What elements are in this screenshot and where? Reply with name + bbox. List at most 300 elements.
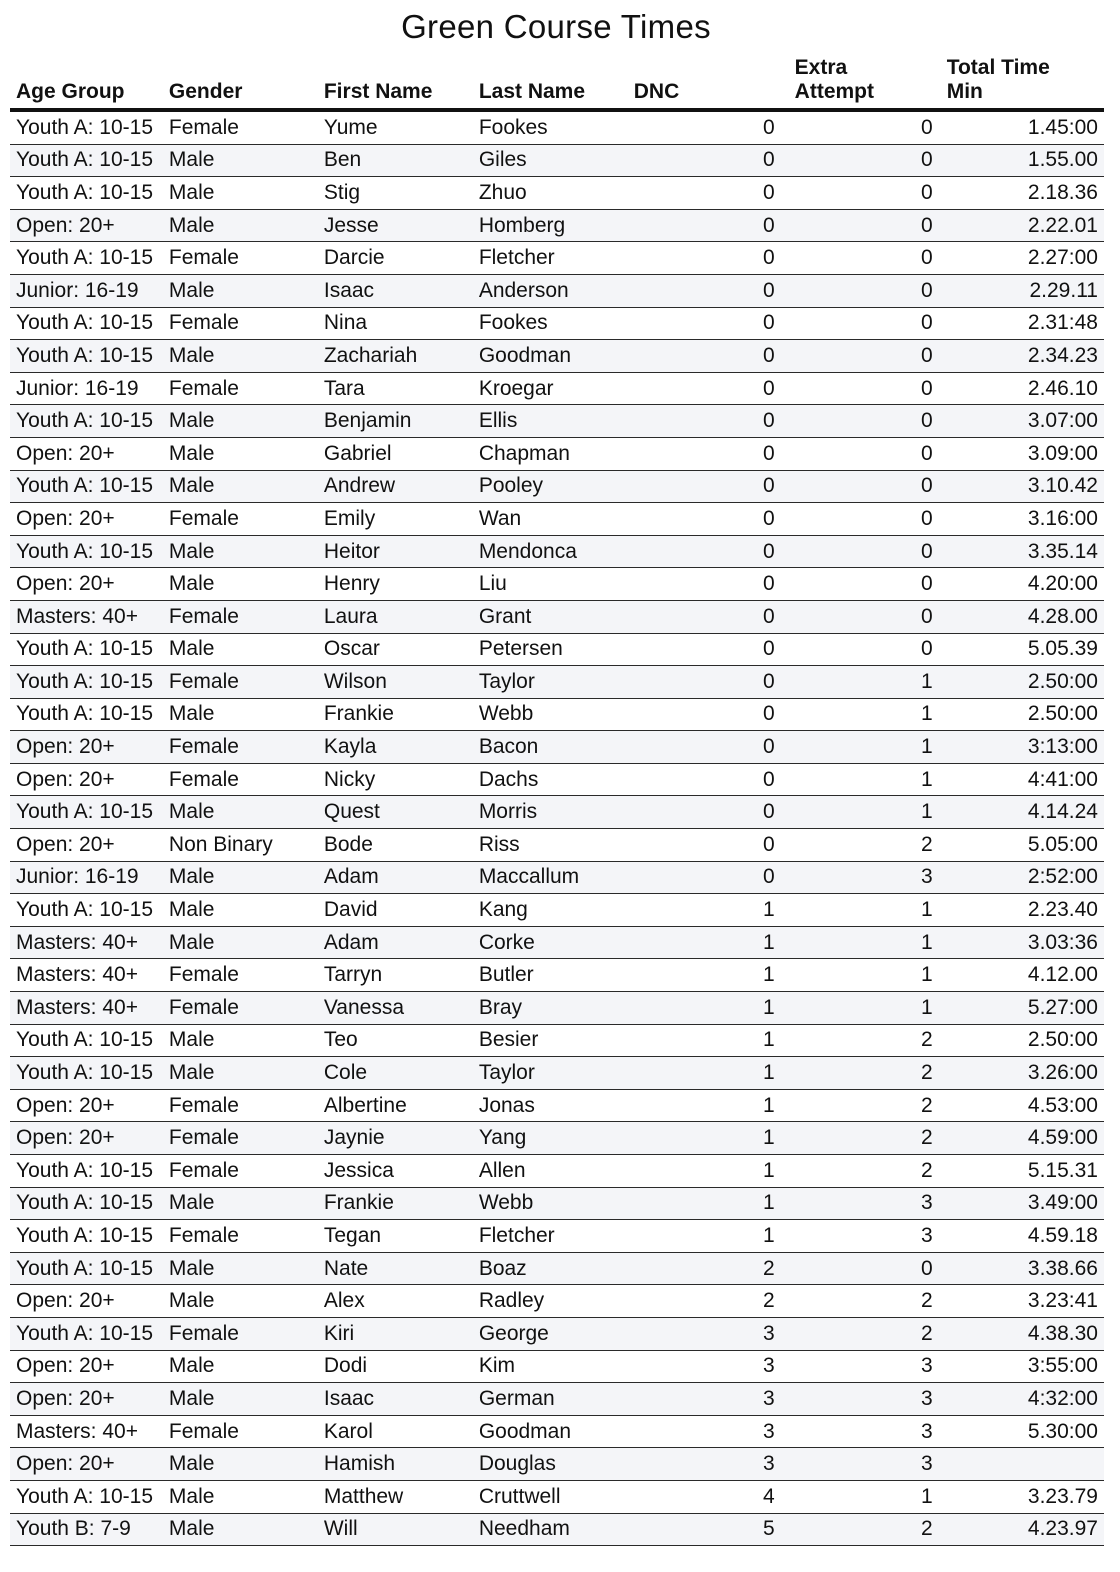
cell-first-name: Quest (318, 796, 473, 829)
table-body (10, 110, 1104, 1546)
cell-last-name: Bray (473, 992, 628, 1025)
cell-dnc: 1 (628, 992, 781, 1025)
table-row (10, 1513, 1104, 1546)
cell-total-time: 4.59.18 (939, 1220, 1104, 1253)
cell-last-name: Fookes (473, 307, 628, 340)
cell-age-group: Youth A: 10-15 (10, 242, 163, 275)
table-row (10, 110, 1104, 144)
cell-age-group: Youth A: 10-15 (10, 144, 163, 177)
table-row (10, 600, 1104, 633)
cell-first-name: Nicky (318, 763, 473, 796)
table-row (10, 535, 1104, 568)
cell-age-group: Open: 20+ (10, 1383, 163, 1416)
cell-age-group: Masters: 40+ (10, 926, 163, 959)
cell-dnc: 3 (628, 1448, 781, 1481)
cell-last-name: Petersen (473, 633, 628, 666)
cell-age-group: Youth B: 7-9 (10, 1513, 163, 1546)
cell-dnc: 1 (628, 1122, 781, 1155)
header-total-line2: Min (946, 80, 983, 103)
cell-extra-attempt: 0 (781, 535, 939, 568)
cell-age-group: Youth A: 10-15 (10, 535, 163, 568)
cell-age-group: Youth A: 10-15 (10, 796, 163, 829)
cell-gender: Male (163, 1448, 318, 1481)
cell-first-name: Zachariah (318, 340, 473, 373)
cell-gender: Male (163, 633, 318, 666)
table-row (10, 568, 1104, 601)
cell-gender: Male (163, 1513, 318, 1546)
cell-extra-attempt: 2 (781, 1155, 939, 1188)
table-row (10, 1220, 1104, 1253)
header-extra-attempt (781, 54, 939, 110)
cell-first-name: Nate (318, 1252, 473, 1285)
table-row (10, 242, 1104, 275)
table-row (10, 1350, 1104, 1383)
cell-last-name: Riss (473, 829, 628, 862)
cell-extra-attempt: 3 (781, 1448, 939, 1481)
cell-total-time: 5.15.31 (939, 1155, 1104, 1188)
cell-age-group: Open: 20+ (10, 568, 163, 601)
cell-gender: Female (163, 110, 318, 144)
cell-extra-attempt: 1 (781, 1480, 939, 1513)
table-row (10, 437, 1104, 470)
cell-total-time (939, 1448, 1104, 1481)
cell-dnc: 0 (628, 535, 781, 568)
cell-dnc: 5 (628, 1513, 781, 1546)
header-gender: Gender (163, 54, 318, 110)
cell-total-time: 2.27:00 (939, 242, 1104, 275)
header-last-name: Last Name (473, 54, 628, 110)
cell-last-name: Fookes (473, 110, 628, 144)
cell-gender: Male (163, 1057, 318, 1090)
cell-dnc: 1 (628, 1220, 781, 1253)
cell-last-name: Goodman (473, 340, 628, 373)
cell-last-name: Goodman (473, 1415, 628, 1448)
cell-last-name: Dachs (473, 763, 628, 796)
cell-last-name: George (473, 1317, 628, 1350)
cell-dnc: 0 (628, 829, 781, 862)
cell-extra-attempt: 0 (781, 340, 939, 373)
cell-total-time: 2.22.01 (939, 209, 1104, 242)
cell-total-time: 3.49:00 (939, 1187, 1104, 1220)
table-row (10, 829, 1104, 862)
table-row (10, 1285, 1104, 1318)
cell-total-time: 5.27:00 (939, 992, 1104, 1025)
cell-last-name: Morris (473, 796, 628, 829)
cell-first-name: Frankie (318, 1187, 473, 1220)
header-total-time (939, 54, 1104, 110)
cell-age-group: Youth A: 10-15 (10, 666, 163, 699)
cell-gender: Female (163, 1089, 318, 1122)
cell-gender: Female (163, 1317, 318, 1350)
table-row (10, 763, 1104, 796)
cell-first-name: Vanessa (318, 992, 473, 1025)
cell-total-time: 3.09:00 (939, 437, 1104, 470)
cell-extra-attempt: 3 (781, 1383, 939, 1416)
cell-total-time: 4:32:00 (939, 1383, 1104, 1416)
cell-total-time: 5.05.39 (939, 633, 1104, 666)
cell-extra-attempt: 0 (781, 600, 939, 633)
cell-gender: Female (163, 372, 318, 405)
cell-total-time: 2.23.40 (939, 894, 1104, 927)
cell-last-name: Fletcher (473, 242, 628, 275)
cell-extra-attempt: 0 (781, 437, 939, 470)
cell-extra-attempt: 0 (781, 307, 939, 340)
cell-extra-attempt: 3 (781, 1187, 939, 1220)
cell-dnc: 3 (628, 1415, 781, 1448)
table-row (10, 796, 1104, 829)
cell-age-group: Junior: 16-19 (10, 372, 163, 405)
table-row (10, 405, 1104, 438)
cell-extra-attempt: 1 (781, 992, 939, 1025)
cell-extra-attempt: 3 (781, 1220, 939, 1253)
cell-age-group: Youth A: 10-15 (10, 894, 163, 927)
cell-age-group: Masters: 40+ (10, 1415, 163, 1448)
cell-age-group: Youth A: 10-15 (10, 1220, 163, 1253)
table-header (10, 54, 1104, 110)
cell-first-name: Tarryn (318, 959, 473, 992)
cell-first-name: Nina (318, 307, 473, 340)
cell-total-time: 3.26:00 (939, 1057, 1104, 1090)
cell-total-time: 1.45:00 (939, 110, 1104, 144)
cell-age-group: Junior: 16-19 (10, 274, 163, 307)
cell-first-name: Will (318, 1513, 473, 1546)
cell-gender: Male (163, 1285, 318, 1318)
cell-dnc: 2 (628, 1252, 781, 1285)
cell-first-name: Yume (318, 110, 473, 144)
cell-extra-attempt: 2 (781, 1057, 939, 1090)
cell-gender: Female (163, 503, 318, 536)
table-row (10, 894, 1104, 927)
cell-extra-attempt: 1 (781, 894, 939, 927)
table-row (10, 1089, 1104, 1122)
cell-first-name: Bode (318, 829, 473, 862)
table-row (10, 1155, 1104, 1188)
cell-first-name: Isaac (318, 274, 473, 307)
cell-total-time: 5.05:00 (939, 829, 1104, 862)
cell-age-group: Youth A: 10-15 (10, 470, 163, 503)
cell-dnc: 3 (628, 1350, 781, 1383)
cell-extra-attempt: 0 (781, 110, 939, 144)
table-row (10, 861, 1104, 894)
table-row (10, 926, 1104, 959)
cell-extra-attempt: 0 (781, 633, 939, 666)
cell-dnc: 0 (628, 796, 781, 829)
cell-total-time: 3.03:36 (939, 926, 1104, 959)
cell-age-group: Masters: 40+ (10, 959, 163, 992)
cell-age-group: Youth A: 10-15 (10, 1057, 163, 1090)
cell-extra-attempt: 0 (781, 274, 939, 307)
cell-last-name: Taylor (473, 666, 628, 699)
cell-gender: Female (163, 666, 318, 699)
cell-total-time: 2.34.23 (939, 340, 1104, 373)
cell-total-time: 1.55.00 (939, 144, 1104, 177)
cell-age-group: Open: 20+ (10, 731, 163, 764)
cell-total-time: 3.38.66 (939, 1252, 1104, 1285)
table-row (10, 340, 1104, 373)
cell-dnc: 3 (628, 1383, 781, 1416)
cell-last-name: Pooley (473, 470, 628, 503)
cell-dnc: 0 (628, 144, 781, 177)
cell-extra-attempt: 0 (781, 177, 939, 210)
cell-total-time: 2.50:00 (939, 698, 1104, 731)
cell-age-group: Youth A: 10-15 (10, 405, 163, 438)
cell-total-time: 2.50:00 (939, 666, 1104, 699)
cell-dnc: 0 (628, 731, 781, 764)
cell-age-group: Youth A: 10-15 (10, 110, 163, 144)
cell-dnc: 0 (628, 307, 781, 340)
cell-age-group: Youth A: 10-15 (10, 1155, 163, 1188)
cell-last-name: Liu (473, 568, 628, 601)
cell-last-name: Bacon (473, 731, 628, 764)
header-extra-line1: Extra (794, 56, 848, 79)
table-row (10, 633, 1104, 666)
cell-extra-attempt: 0 (781, 1252, 939, 1285)
cell-age-group: Youth A: 10-15 (10, 1252, 163, 1285)
cell-first-name: Adam (318, 861, 473, 894)
cell-last-name: Allen (473, 1155, 628, 1188)
cell-first-name: David (318, 894, 473, 927)
cell-total-time: 4.38.30 (939, 1317, 1104, 1350)
cell-gender: Male (163, 1383, 318, 1416)
cell-age-group: Youth A: 10-15 (10, 1187, 163, 1220)
cell-first-name: Jesse (318, 209, 473, 242)
cell-age-group: Youth A: 10-15 (10, 177, 163, 210)
cell-last-name: Maccallum (473, 861, 628, 894)
cell-gender: Male (163, 796, 318, 829)
cell-age-group: Masters: 40+ (10, 600, 163, 633)
cell-dnc: 0 (628, 861, 781, 894)
cell-total-time: 3:55:00 (939, 1350, 1104, 1383)
cell-first-name: Andrew (318, 470, 473, 503)
cell-gender: Male (163, 861, 318, 894)
cell-total-time: 5.30:00 (939, 1415, 1104, 1448)
cell-dnc: 1 (628, 959, 781, 992)
cell-total-time: 3.23.79 (939, 1480, 1104, 1513)
cell-first-name: Stig (318, 177, 473, 210)
cell-last-name: Ellis (473, 405, 628, 438)
cell-extra-attempt: 0 (781, 470, 939, 503)
cell-total-time: 2.50:00 (939, 1024, 1104, 1057)
cell-dnc: 0 (628, 763, 781, 796)
cell-total-time: 4.14.24 (939, 796, 1104, 829)
table-row (10, 1252, 1104, 1285)
cell-last-name: Giles (473, 144, 628, 177)
table-row (10, 1317, 1104, 1350)
cell-total-time: 4.23.97 (939, 1513, 1104, 1546)
header-total-line1: Total Time (946, 56, 1050, 79)
cell-last-name: German (473, 1383, 628, 1416)
cell-last-name: Needham (473, 1513, 628, 1546)
cell-total-time: 4.20:00 (939, 568, 1104, 601)
table-row (10, 1480, 1104, 1513)
cell-gender: Male (163, 274, 318, 307)
cell-first-name: Dodi (318, 1350, 473, 1383)
cell-extra-attempt: 1 (781, 698, 939, 731)
table-row (10, 1383, 1104, 1416)
cell-dnc: 0 (628, 503, 781, 536)
cell-gender: Male (163, 894, 318, 927)
cell-extra-attempt: 1 (781, 666, 939, 699)
cell-last-name: Taylor (473, 1057, 628, 1090)
cell-last-name: Boaz (473, 1252, 628, 1285)
cell-last-name: Jonas (473, 1089, 628, 1122)
cell-age-group: Youth A: 10-15 (10, 307, 163, 340)
cell-age-group: Youth A: 10-15 (10, 1024, 163, 1057)
cell-first-name: Frankie (318, 698, 473, 731)
cell-gender: Male (163, 209, 318, 242)
cell-gender: Male (163, 1350, 318, 1383)
cell-last-name: Webb (473, 1187, 628, 1220)
cell-age-group: Youth A: 10-15 (10, 633, 163, 666)
cell-last-name: Kang (473, 894, 628, 927)
table-row (10, 144, 1104, 177)
cell-first-name: Albertine (318, 1089, 473, 1122)
table-row (10, 177, 1104, 210)
cell-gender: Female (163, 1220, 318, 1253)
cell-first-name: Henry (318, 568, 473, 601)
cell-dnc: 0 (628, 340, 781, 373)
cell-last-name: Fletcher (473, 1220, 628, 1253)
cell-first-name: Gabriel (318, 437, 473, 470)
cell-dnc: 0 (628, 666, 781, 699)
cell-total-time: 2.29.11 (939, 274, 1104, 307)
cell-gender: Male (163, 568, 318, 601)
cell-extra-attempt: 0 (781, 503, 939, 536)
header-row (10, 54, 1104, 110)
cell-first-name: Isaac (318, 1383, 473, 1416)
cell-dnc: 0 (628, 209, 781, 242)
cell-extra-attempt: 0 (781, 372, 939, 405)
cell-dnc: 0 (628, 110, 781, 144)
cell-first-name: Darcie (318, 242, 473, 275)
cell-last-name: Yang (473, 1122, 628, 1155)
cell-dnc: 0 (628, 568, 781, 601)
cell-last-name: Homberg (473, 209, 628, 242)
cell-dnc: 0 (628, 242, 781, 275)
cell-dnc: 0 (628, 698, 781, 731)
table-row (10, 1448, 1104, 1481)
header-first-name: First Name (318, 54, 473, 110)
cell-total-time: 3.10.42 (939, 470, 1104, 503)
cell-last-name: Zhuo (473, 177, 628, 210)
cell-dnc: 4 (628, 1480, 781, 1513)
cell-dnc: 0 (628, 470, 781, 503)
cell-total-time: 3.07:00 (939, 405, 1104, 438)
cell-gender: Female (163, 959, 318, 992)
cell-total-time: 2.18.36 (939, 177, 1104, 210)
cell-age-group: Open: 20+ (10, 503, 163, 536)
cell-extra-attempt: 1 (781, 959, 939, 992)
cell-last-name: Anderson (473, 274, 628, 307)
cell-first-name: Heitor (318, 535, 473, 568)
cell-dnc: 1 (628, 894, 781, 927)
cell-last-name: Grant (473, 600, 628, 633)
cell-first-name: Emily (318, 503, 473, 536)
header-extra-line2: Attempt (794, 80, 874, 103)
cell-first-name: Laura (318, 600, 473, 633)
cell-last-name: Butler (473, 959, 628, 992)
cell-last-name: Chapman (473, 437, 628, 470)
cell-gender: Male (163, 437, 318, 470)
table-row (10, 209, 1104, 242)
cell-dnc: 1 (628, 1057, 781, 1090)
cell-extra-attempt: 3 (781, 861, 939, 894)
table-row (10, 274, 1104, 307)
cell-first-name: Jessica (318, 1155, 473, 1188)
cell-first-name: Teo (318, 1024, 473, 1057)
cell-gender: Male (163, 340, 318, 373)
cell-extra-attempt: 1 (781, 796, 939, 829)
cell-dnc: 1 (628, 1187, 781, 1220)
cell-dnc: 0 (628, 274, 781, 307)
table-row (10, 959, 1104, 992)
cell-total-time: 3.16:00 (939, 503, 1104, 536)
cell-dnc: 1 (628, 926, 781, 959)
cell-last-name: Douglas (473, 1448, 628, 1481)
cell-age-group: Youth A: 10-15 (10, 340, 163, 373)
cell-first-name: Matthew (318, 1480, 473, 1513)
cell-first-name: Adam (318, 926, 473, 959)
cell-extra-attempt: 0 (781, 242, 939, 275)
cell-extra-attempt: 2 (781, 829, 939, 862)
cell-dnc: 0 (628, 405, 781, 438)
table-row (10, 1122, 1104, 1155)
cell-gender: Male (163, 1252, 318, 1285)
cell-total-time: 4.28.00 (939, 600, 1104, 633)
page-title: Green Course Times (401, 8, 711, 45)
cell-first-name: Karol (318, 1415, 473, 1448)
cell-age-group: Masters: 40+ (10, 992, 163, 1025)
table-row (10, 1415, 1104, 1448)
cell-total-time: 2:52:00 (939, 861, 1104, 894)
cell-gender: Female (163, 763, 318, 796)
cell-first-name: Benjamin (318, 405, 473, 438)
cell-gender: Female (163, 1155, 318, 1188)
cell-gender: Non Binary (163, 829, 318, 862)
cell-total-time: 4.53:00 (939, 1089, 1104, 1122)
cell-age-group: Junior: 16-19 (10, 861, 163, 894)
cell-gender: Male (163, 144, 318, 177)
cell-extra-attempt: 2 (781, 1122, 939, 1155)
cell-last-name: Corke (473, 926, 628, 959)
cell-total-time: 4:41:00 (939, 763, 1104, 796)
table-row (10, 731, 1104, 764)
cell-last-name: Wan (473, 503, 628, 536)
cell-age-group: Youth A: 10-15 (10, 1480, 163, 1513)
cell-age-group: Open: 20+ (10, 437, 163, 470)
cell-dnc: 3 (628, 1317, 781, 1350)
cell-age-group: Open: 20+ (10, 829, 163, 862)
cell-gender: Male (163, 535, 318, 568)
cell-last-name: Besier (473, 1024, 628, 1057)
cell-extra-attempt: 2 (781, 1285, 939, 1318)
cell-extra-attempt: 2 (781, 1317, 939, 1350)
cell-gender: Female (163, 307, 318, 340)
cell-last-name: Radley (473, 1285, 628, 1318)
cell-first-name: Oscar (318, 633, 473, 666)
cell-total-time: 4.12.00 (939, 959, 1104, 992)
cell-extra-attempt: 0 (781, 568, 939, 601)
table-row (10, 666, 1104, 699)
cell-extra-attempt: 3 (781, 1415, 939, 1448)
cell-last-name: Cruttwell (473, 1480, 628, 1513)
cell-age-group: Youth A: 10-15 (10, 698, 163, 731)
table-row (10, 372, 1104, 405)
cell-gender: Male (163, 405, 318, 438)
cell-first-name: Jaynie (318, 1122, 473, 1155)
cell-dnc: 0 (628, 372, 781, 405)
cell-first-name: Hamish (318, 1448, 473, 1481)
